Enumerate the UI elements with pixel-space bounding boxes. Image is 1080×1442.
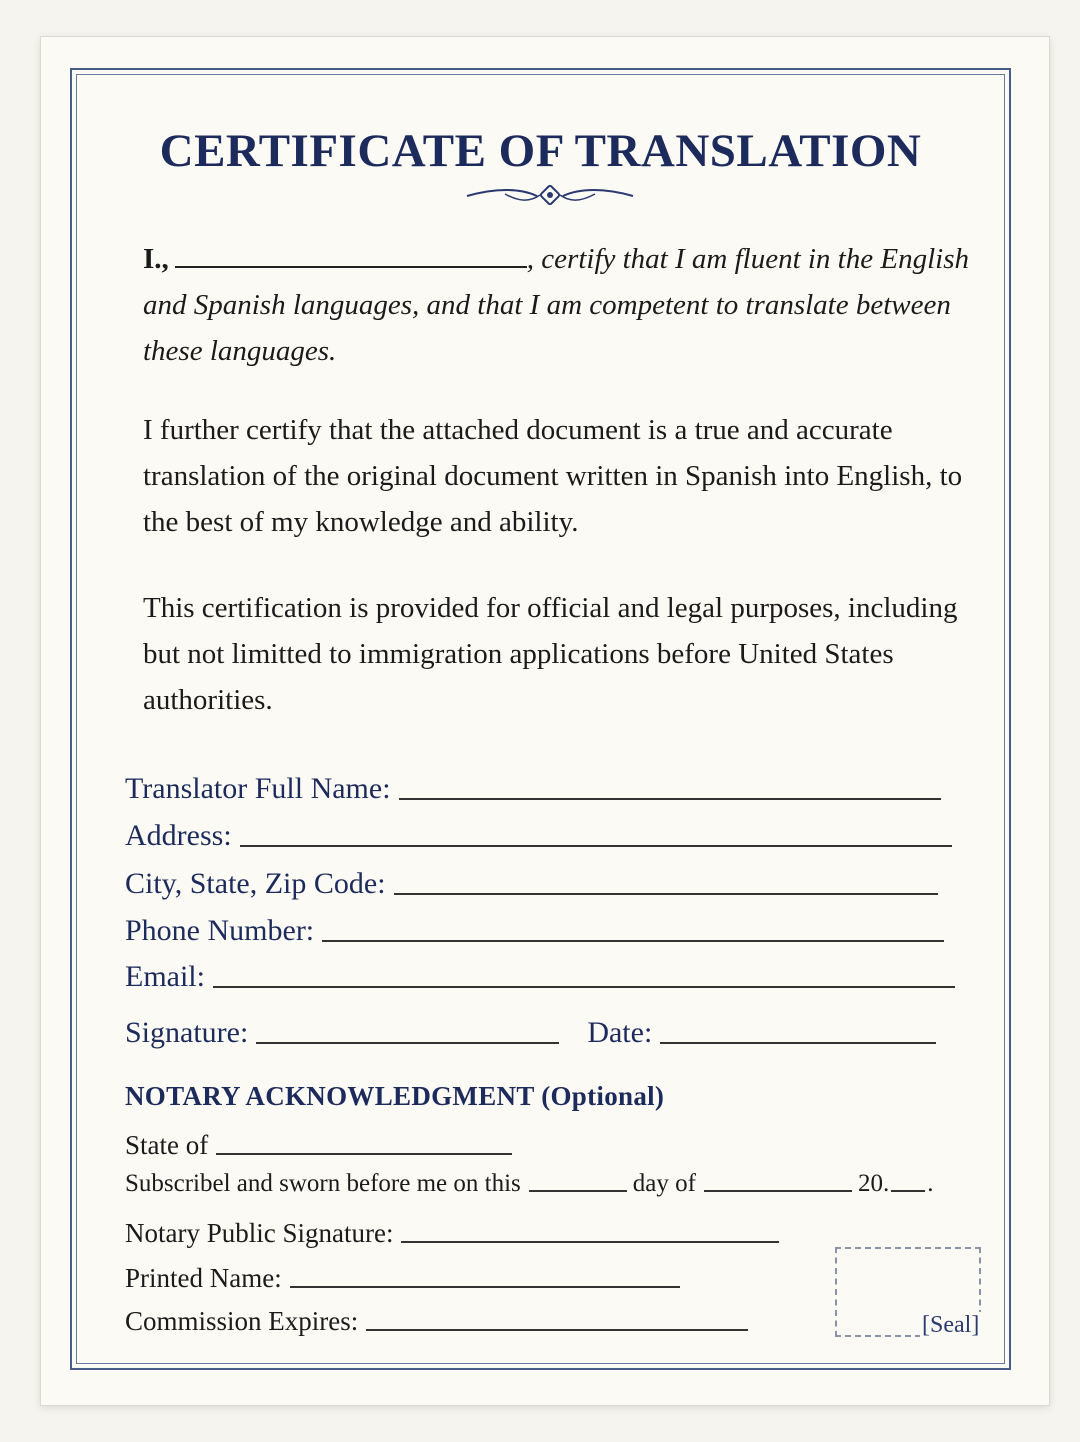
address-label: Address: [125, 819, 232, 852]
email-label: Email: [125, 960, 205, 993]
accuracy-statement: I further certify that the attached document is a true and accurate translation of the original document written in Spanish into English, to the best of my knowledge and ability. [143, 414, 963, 538]
address-field[interactable] [240, 841, 952, 847]
full-name-field[interactable] [399, 794, 941, 800]
notary-signature-label: Notary Public Signature: [125, 1218, 394, 1248]
notary-heading [125, 1081, 664, 1112]
subscribed-row [125, 1170, 933, 1198]
seal-label: [Seal] [922, 1312, 980, 1338]
city-state-zip-label: City, State, Zip Code: [125, 867, 386, 900]
date-label: Date: [587, 1016, 653, 1049]
email-field[interactable] [213, 982, 955, 988]
phone-row [125, 914, 944, 948]
notary-signature-row [125, 1218, 785, 1249]
phone-label: Phone Number: [125, 914, 315, 947]
month-field[interactable] [704, 1186, 852, 1192]
translator-name-blank[interactable] [175, 242, 527, 268]
signature-label: Signature: [125, 1016, 249, 1049]
year-suffix: . [927, 1170, 934, 1197]
day-of-label: day of [632, 1170, 696, 1197]
city-state-zip-field[interactable] [394, 889, 938, 895]
notary-signature-field[interactable] [401, 1237, 779, 1243]
email-row [125, 960, 955, 994]
printed-name-field[interactable] [290, 1282, 680, 1288]
printed-name-label: Printed Name: [125, 1263, 282, 1293]
year-field[interactable] [891, 1186, 925, 1192]
commission-expires-row [125, 1306, 754, 1337]
full-name-label: Translator Full Name: [125, 772, 391, 805]
signature-row [125, 1016, 936, 1050]
signature-field[interactable] [256, 1038, 559, 1044]
state-of-row [125, 1130, 518, 1161]
state-of-label: State of [125, 1130, 209, 1160]
day-field[interactable] [529, 1186, 627, 1192]
fluency-statement [143, 236, 993, 374]
ornament-flourish-icon [465, 180, 635, 210]
pronoun-label: I., [143, 243, 169, 275]
state-of-field[interactable] [216, 1149, 512, 1155]
phone-field[interactable] [322, 936, 944, 942]
commission-expires-field[interactable] [366, 1325, 748, 1331]
purpose-statement: This certification is provided for official and legal purposes, including but not limitted to immigration applications before United States authorities. [143, 592, 958, 716]
fluency-text: , certify that I am fluent in the English and Spanish languages, and that I am competent to translate between these languages. [143, 243, 969, 367]
full-name-row [125, 772, 941, 806]
notary-heading-text: NOTARY ACKNOWLEDGMENT [125, 1081, 535, 1111]
commission-expires-label: Commission Expires: [125, 1306, 359, 1336]
date-field[interactable] [660, 1038, 936, 1044]
subscribed-label: Subscribel and sworn before me on this [125, 1170, 521, 1197]
notary-optional-text: (Optional) [541, 1081, 665, 1111]
document-title: CERTIFICATE OF TRANSLATION [159, 125, 922, 177]
city-state-zip-row [125, 867, 938, 901]
address-row [125, 819, 952, 853]
year-prefix: 20. [857, 1170, 890, 1197]
printed-name-row [125, 1263, 686, 1294]
